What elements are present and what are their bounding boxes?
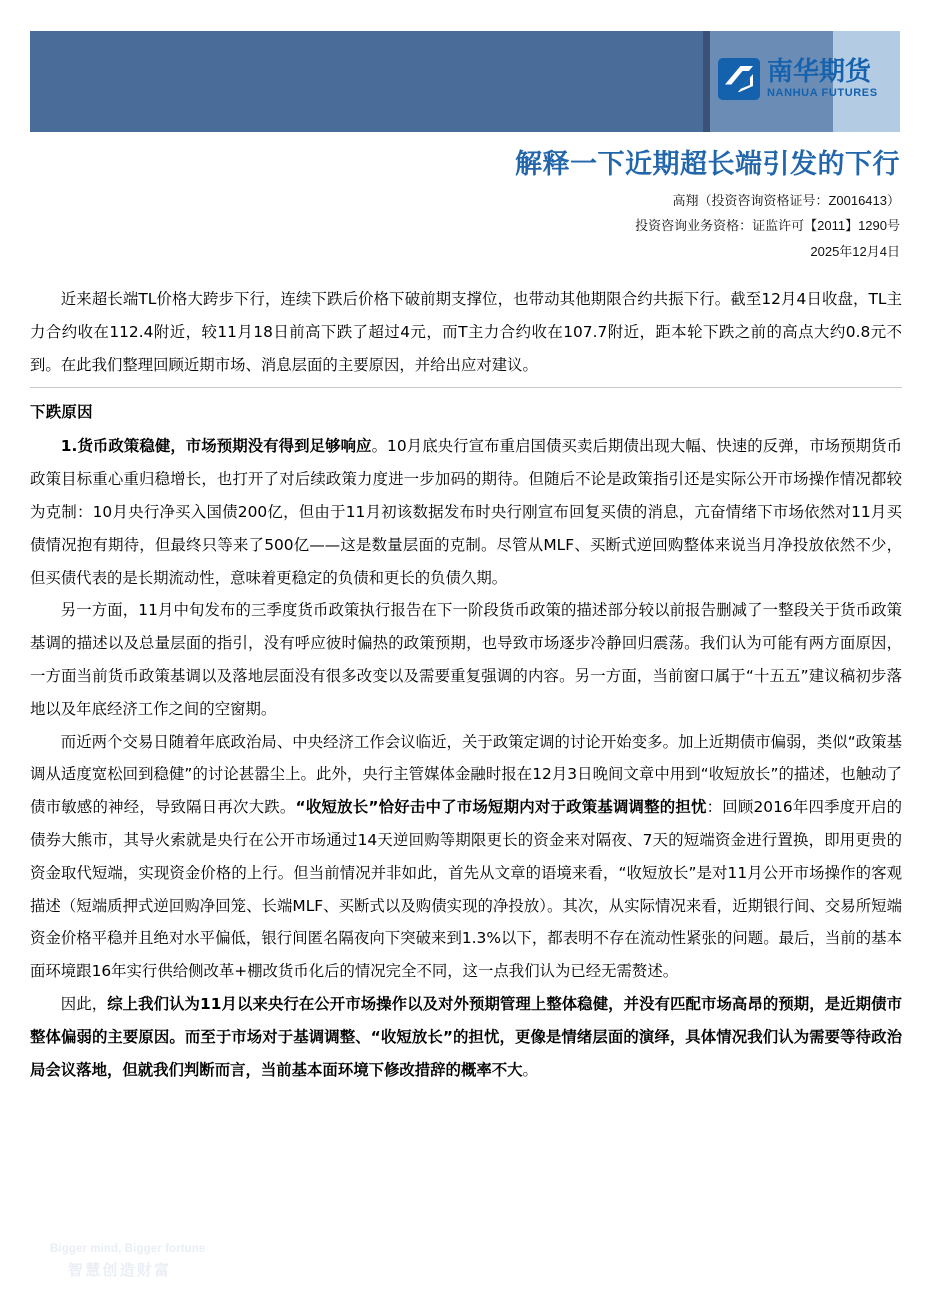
nanhua-logo-icon xyxy=(718,58,760,100)
slogan-english: Bigger mind, Bigger fortune xyxy=(50,1243,206,1256)
slogan-chinese: 智慧创造财富 xyxy=(68,1261,172,1279)
meta-license: 投资咨询业务资格：证监许可【2011】1290号 xyxy=(635,218,900,234)
report-meta xyxy=(635,188,900,264)
conclusion-paragraph xyxy=(30,988,902,1086)
reason-3-emphasis: “收短放长”恰好击中了市场短期内对于政策基调调整的担忧 xyxy=(295,798,707,817)
banner-band-dark xyxy=(30,31,703,132)
page-title: 解释一下近期超长端引发的下行 xyxy=(515,149,900,179)
logo-wordmark xyxy=(767,59,878,99)
reason-1-paragraph xyxy=(30,430,902,594)
conclusion-lead: 因此， xyxy=(60,995,108,1014)
section-heading-reasons: 下跌原因 xyxy=(30,403,93,422)
intro-paragraph: 近来超长端TL价格大跨步下行，连续下跌后价格下破前期支撑位，也带动其他期限合约共振下行。截至12月4日收盘，TL主力合约收在112.4附近，较11月18日前高下跌了超过4元，而T主力合约收在107.7附近，距本轮下跌之前的高点大约0.8元不到。在此我们整理回顾近期市场、消息层面的主要原因，并给出应对建议。 xyxy=(30,290,902,374)
reason-1-lead: 1.货币政策稳健，市场预期没有得到足够响应 xyxy=(60,437,372,456)
banner-band-edge xyxy=(703,31,710,132)
company-logo xyxy=(718,58,878,100)
meta-date: 2025年12月4日 xyxy=(810,243,900,259)
document-body xyxy=(30,283,902,1087)
logo-chinese-name: 南华期货 xyxy=(767,57,872,87)
reason-3-text-b: ：回顾2016年四季度开启的债券大熊市，其导火索就是央行在公开市场通过14天逆回购等期限更长的资金来对隔夜、7天的短端资金进行置换，即用更贵的资金取代短端，实现资金价格的上行。但当前情况并非如此，首先从文章的语境来看，“收短放长”是对11月公开市场操作的客观描述（短端质押式逆回购净回笼、长端MLF、买断式以及购债实现的净投放）。其次，从实际情况来看，近期银行间、交易所短端资金价格平稳并且绝对水平偏低，银行间匿名隔夜向下突破来到1.3%以下，都表明不存在流动性紧张的问题。最后，当前的基本面环境跟16年实行供给侧改革+棚改货币化后的情况完全不同，这一点我们认为已经无需赘述。 xyxy=(30,798,903,981)
reason-3-text-a: 而近两个交易日随着年底政治局、中央经济工作会议临近，关于政策定调的讨论开始变多。加上近期债市偏弱，类似“政策基调从适度宽松回到稳健”的讨论甚嚣尘上。此外，央行主管媒体金融时报在12月3日晚间文章中用到“收短放长”的描述，也触动了债市敏感的神经，导致隔日再次大跌。 xyxy=(30,732,902,817)
reason-2-paragraph: 另一方面，11月中旬发布的三季度货币政策执行报告在下一阶段货币政策的描述部分较以前报告删减了一整段关于货币政策基调的描述以及总量层面的指引，没有呼应彼时偏热的政策预期，也导致市场逐步冷静回归震荡。我们认为可能有两方面原因，一方面当前货币政策基调以及落地层面没有很多改变以及需要重复强调的内容。另一方面，当前窗口属于“十五五”建议稿初步落地以及年底经济工作之间的空窗期。 xyxy=(30,601,902,718)
company-slogan xyxy=(50,1242,205,1281)
conclusion-tail: 。 xyxy=(522,1060,538,1079)
logo-english-name: NANHUA FUTURES xyxy=(767,87,878,99)
reason-3-paragraph xyxy=(30,726,902,989)
section-divider xyxy=(30,387,902,388)
conclusion-emphasis: 综上我们认为11月以来央行在公开市场操作以及对外预期管理上整体稳健，并没有匹配市场高昂的预期，是近期债市整体偏弱的主要原因。而至于市场对于基调调整、“收短放长”的担忧，更像是情绪层面的演绎，具体情况我们认为需要等待政治局会议落地，但就我们判断而言，当前基本面环境下修改措辞的概率不大 xyxy=(30,995,902,1079)
reason-1-text: 。10月底央行宣布重启国债买卖后期债出现大幅、快速的反弹，市场预期货币政策目标重心重归稳增长，也打开了对后续政策力度进一步加码的期待。但随后不论是政策指引还是实际公开市场操作情况都较为克制：10月央行净买入国债200亿，但由于11月初该数据发布时央行刚宣布回复买债的消息，亢奋情绪下市场依然对11月买债情况抱有期待，但最终只等来了500亿——这是数量层面的克制。尽管从MLF、买断式逆回购整体来说当月净投放依然不少，但买债代表的是长期流动性，意味着更稳定的负债和更长的负债久期。 xyxy=(30,437,902,587)
meta-author: 高翔（投资咨询资格证号：Z0016413） xyxy=(672,193,900,208)
